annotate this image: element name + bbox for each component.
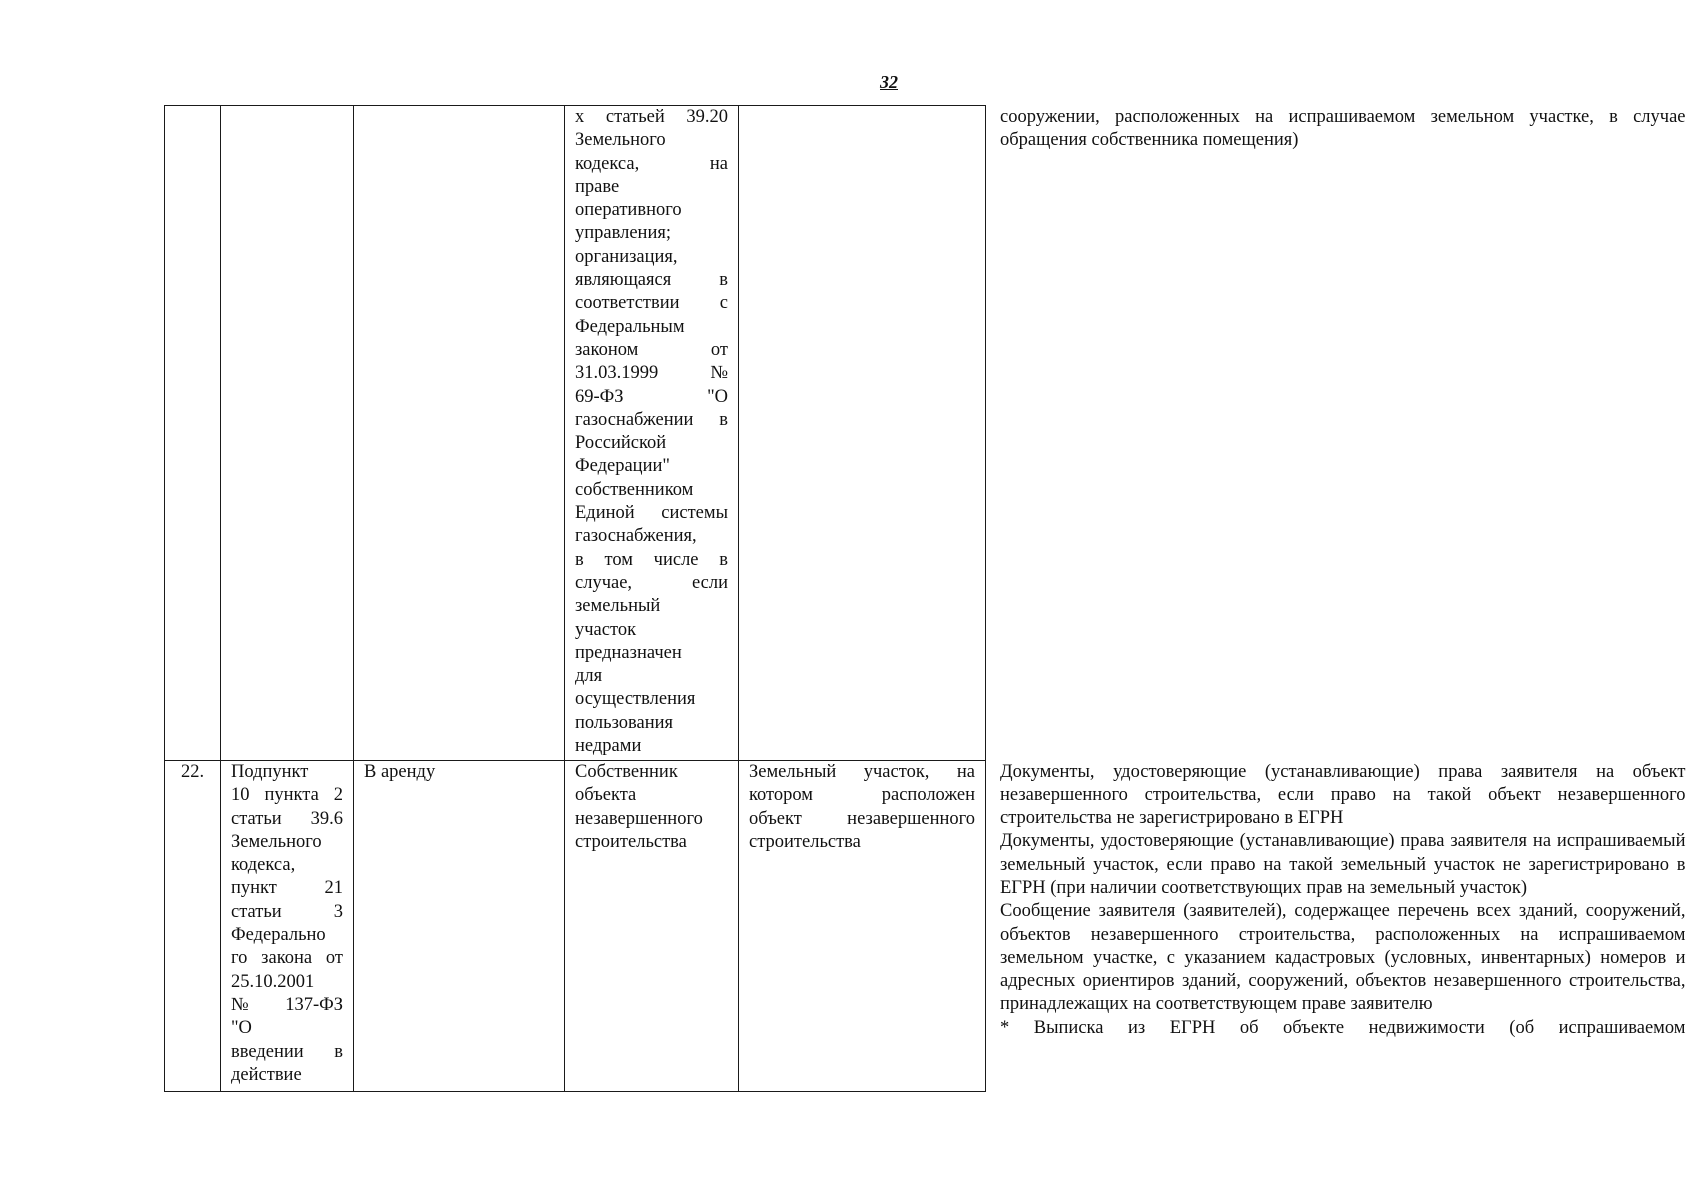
applicant-text-line: собственником — [575, 479, 694, 500]
applicant-text-line: недрами — [575, 736, 642, 757]
applicant-text-line: управления; — [575, 223, 671, 244]
applicant-text-line: 31.03.1999 № — [575, 363, 728, 384]
applicant-text-line: незавершенного — [575, 808, 703, 829]
table-row-22 — [165, 761, 1686, 1092]
basis-text-line: статьи 3 — [231, 901, 343, 922]
land-plot-text-line: Земельный участок, на — [749, 762, 975, 782]
basis-text-line: 10 пункта 2 — [231, 785, 343, 806]
applicant-text-line: участок — [575, 619, 637, 640]
table-row-continuation — [165, 106, 1686, 761]
cell-applicant — [565, 761, 739, 1092]
applicant-text-line: осуществления — [575, 689, 696, 710]
applicant-text-line: Собственник — [575, 762, 678, 782]
land-plot-text-line: объект незавершенного — [749, 808, 975, 829]
applicant-text-line: Федерации" — [575, 456, 670, 477]
applicant-text-line: Земельного — [575, 130, 666, 151]
applicant-text-line: газоснабжении в — [575, 409, 728, 430]
cell-basis — [221, 761, 354, 1092]
applicant-text-line: для — [575, 666, 603, 687]
basis-text-line: 25.10.2001 — [231, 971, 315, 992]
document-item: Документы, удостоверяющие (устанавливающие) права заявителя на объект незавершенного строительства, если право на такой объект незавершенного строительства не зарегистрировано в ЕГРН — [1000, 761, 1686, 829]
applicant-text-line: законом от — [575, 339, 728, 360]
cell-type — [354, 761, 565, 1092]
applicant-text-line: организация, — [575, 246, 678, 267]
basis-text-line: Федерально — [231, 925, 326, 946]
document-item: Документы, удостоверяющие (устанавливающие) права заявителя на испрашиваемый земельный участок, если право на такой земельный участок не зарегистрировано в ЕГРН (при наличии соответствующих прав на земельный участок) — [1000, 831, 1686, 898]
land-plot-text-line: котором расположен — [749, 785, 975, 806]
applicant-text-line: в том числе в — [575, 549, 728, 570]
basis-text-line: действие — [231, 1064, 302, 1085]
applicant-text-line: объекта — [575, 785, 637, 806]
row-number: 22. — [180, 762, 205, 782]
basis-text-line: го закона от — [231, 948, 343, 969]
cell-applicant — [565, 106, 739, 761]
applicant-text-line: соответствии с — [575, 293, 728, 314]
basis-text-line: № 137-ФЗ — [231, 994, 343, 1015]
cell-land-plot — [739, 106, 986, 761]
basis-text-line: пункт 21 — [231, 878, 343, 899]
cell-number — [165, 106, 221, 761]
applicant-text-line: земельный — [575, 596, 661, 617]
applicant-text-line: случае, если — [575, 572, 728, 593]
basis-text-line: статьи 39.6 — [231, 808, 343, 829]
cell-land-plot — [739, 761, 986, 1092]
documents-table — [164, 105, 1686, 1092]
basis-text-line: кодекса, — [231, 855, 296, 876]
applicant-text-line: праве — [575, 176, 620, 197]
lease-type: В аренду — [364, 762, 436, 782]
applicant-text-line: 69-ФЗ "О — [575, 386, 728, 407]
basis-text-line: Подпункт — [231, 762, 309, 782]
cell-type — [354, 106, 565, 761]
page-number: 32 — [880, 72, 898, 92]
applicant-text-line: предназначен — [575, 642, 682, 663]
applicant-text-line: Российской — [575, 433, 667, 454]
cell-number — [165, 761, 221, 1092]
basis-text-line: "О — [231, 1018, 252, 1039]
document-item: Сообщение заявителя (заявителей), содержащее перечень всех зданий, сооружений, объектов незавершенного строительства, расположенных на испрашиваемом земельном участке, с указанием кадастровых (условных, инвентарных) номеров и адресных ориентиров зданий, сооружений, объектов незавершенного строительства, принадлежащих на соответствующем праве заявителю — [1000, 901, 1686, 1015]
applicant-text-line: Федеральным — [575, 316, 685, 337]
applicant-text-line: кодекса, на — [575, 153, 728, 174]
cell-basis — [221, 106, 354, 761]
land-plot-text-line: строительства — [749, 831, 861, 852]
documents-text: сооружении, расположенных на испрашиваемом земельном участке, в случае обращения собственника помещения) — [1000, 106, 1686, 150]
applicant-text-line: газоснабжения, — [575, 526, 697, 547]
cell-documents — [986, 761, 1686, 1092]
applicant-text-line: х статьей 39.20 — [575, 107, 728, 127]
basis-text-line: введении в — [231, 1041, 343, 1062]
applicant-text-line: пользования — [575, 712, 674, 733]
document-item: * Выписка из ЕГРН об объекте недвижимости (об испрашиваемом — [1000, 1017, 1686, 1038]
applicant-text-line: строительства — [575, 831, 687, 852]
cell-documents — [986, 106, 1686, 761]
applicant-text-line: оперативного — [575, 200, 682, 221]
basis-text-line: Земельного — [231, 831, 322, 852]
applicant-text-line: являющаяся в — [575, 270, 728, 291]
applicant-text-line: Единой системы — [575, 503, 728, 524]
